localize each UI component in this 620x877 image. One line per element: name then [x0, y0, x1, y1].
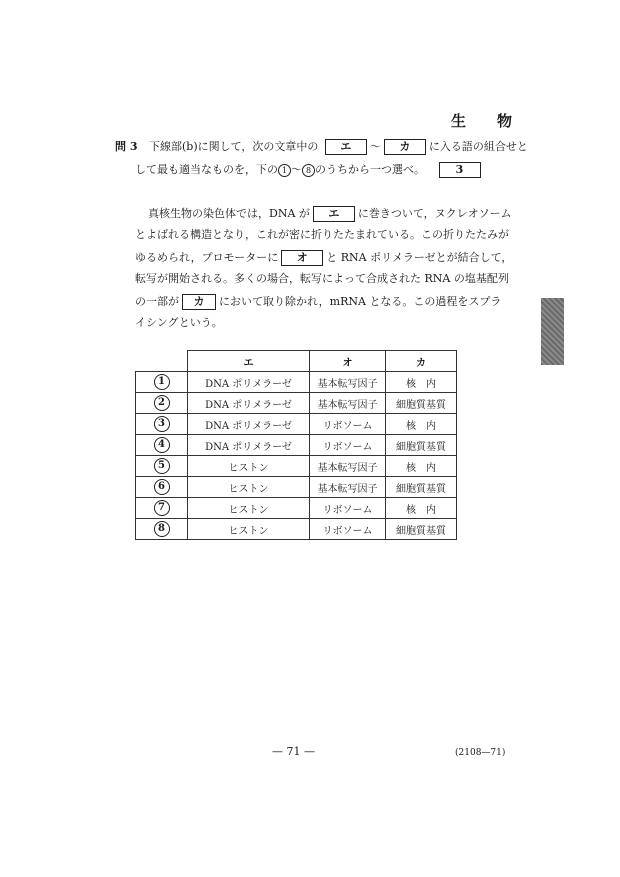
page-number: — 71 — [272, 745, 315, 758]
cell-e: ヒストン [188, 519, 310, 540]
header-ka: カ [386, 351, 457, 372]
answer-number-box: 3 [439, 162, 481, 178]
passage-text: 真核生物の染色体では，DNA が [148, 207, 310, 220]
cell-e: DNA ポリメラーゼ [188, 414, 310, 435]
cell-ka: 核 内 [386, 456, 457, 477]
passage-line-1 [148, 206, 512, 222]
choice-number: 5 [154, 458, 170, 474]
row-number-cell [136, 498, 188, 519]
cell-ka: 核 内 [386, 372, 457, 393]
table-row [136, 414, 457, 435]
passage-text: と RNA ポリメラーゼとが結合して， [326, 251, 513, 264]
cell-ka: 細胞質基質 [386, 435, 457, 456]
tilde-2: ～ [291, 163, 302, 176]
table-corner [136, 351, 188, 372]
choice-number: 2 [154, 395, 170, 411]
cell-o: 基本転写因子 [310, 372, 386, 393]
cell-ka: 細胞質基質 [386, 477, 457, 498]
table-row [136, 372, 457, 393]
row-number-cell [136, 414, 188, 435]
header-e: エ [188, 351, 310, 372]
choice-number: 6 [154, 479, 170, 495]
tilde: ～ [369, 140, 381, 153]
passage-box-ka: カ [182, 294, 216, 310]
row-number-cell [136, 435, 188, 456]
section-tab-marker [541, 298, 564, 365]
passage-box-e: エ [313, 206, 355, 222]
table-row [136, 435, 457, 456]
choice-number: 4 [154, 437, 170, 453]
passage-line-4: 転写が開始される。多くの場合，転写によって合成された RNA の塩基配列 [135, 272, 509, 285]
header-o: オ [310, 351, 386, 372]
passage-text: において取り除かれ，mRNA となる。この過程をスプラ [219, 295, 502, 308]
passage-line-3 [135, 250, 512, 266]
table-row [136, 393, 457, 414]
question-text-2b: のうちから一つ選べ。 [315, 163, 425, 176]
exam-code: (2108—71) [455, 748, 506, 758]
cell-o: 基本転写因子 [310, 477, 386, 498]
question-text-2a: して最も適当なものを，下の [135, 163, 278, 176]
cell-e: DNA ポリメラーゼ [188, 393, 310, 414]
table-row [136, 519, 457, 540]
cell-e: ヒストン [188, 456, 310, 477]
cell-e: DNA ポリメラーゼ [188, 372, 310, 393]
passage-text: の一部が [135, 295, 179, 308]
table-row [136, 498, 457, 519]
passage-line-2: とよばれる構造となり，これが密に折りたたまれている。この折りたたみが [135, 228, 509, 241]
cell-o: 基本転写因子 [310, 393, 386, 414]
table-header-row [136, 351, 457, 372]
passage-line-6: イシングという。 [135, 316, 223, 329]
cell-e: DNA ポリメラーゼ [188, 435, 310, 456]
question-line-2 [135, 162, 484, 178]
blank-box-ka: カ [384, 139, 426, 155]
row-number-cell [136, 477, 188, 498]
choice-circle-8: 8 [302, 164, 315, 177]
choice-number: 1 [154, 374, 170, 390]
cell-ka: 細胞質基質 [386, 519, 457, 540]
question-text-1b: に入る語の組合せと [428, 140, 528, 153]
question-line-1 [115, 139, 528, 155]
answer-choices-table [135, 350, 457, 540]
choice-circle-1: 1 [278, 164, 291, 177]
cell-ka: 核 内 [386, 414, 457, 435]
cell-o: リボソーム [310, 498, 386, 519]
passage-text: に巻きついて，ヌクレオソーム [357, 207, 512, 220]
row-number-cell [136, 519, 188, 540]
cell-e: ヒストン [188, 498, 310, 519]
table-row [136, 456, 457, 477]
cell-e: ヒストン [188, 477, 310, 498]
cell-o: リボソーム [310, 519, 386, 540]
choice-number: 7 [154, 500, 170, 516]
passage-line-5 [135, 294, 501, 310]
question-text-1a: 下線部(b)に関して，次の文章中の [148, 140, 319, 153]
row-number-cell [136, 393, 188, 414]
passage-text: ゆるめられ，プロモーターに [135, 251, 279, 264]
subject-title: 生 物 [451, 112, 521, 130]
passage-box-o: オ [281, 250, 323, 266]
cell-o: 基本転写因子 [310, 456, 386, 477]
row-number-cell [136, 456, 188, 477]
cell-ka: 細胞質基質 [386, 393, 457, 414]
cell-o: リボソーム [310, 435, 386, 456]
question-number: 問 3 [115, 140, 138, 153]
table-row [136, 477, 457, 498]
blank-box-e: エ [325, 139, 367, 155]
row-number-cell [136, 372, 188, 393]
choice-number: 8 [154, 521, 170, 537]
cell-o: リボソーム [310, 414, 386, 435]
choice-number: 3 [154, 416, 170, 432]
cell-ka: 核 内 [386, 498, 457, 519]
